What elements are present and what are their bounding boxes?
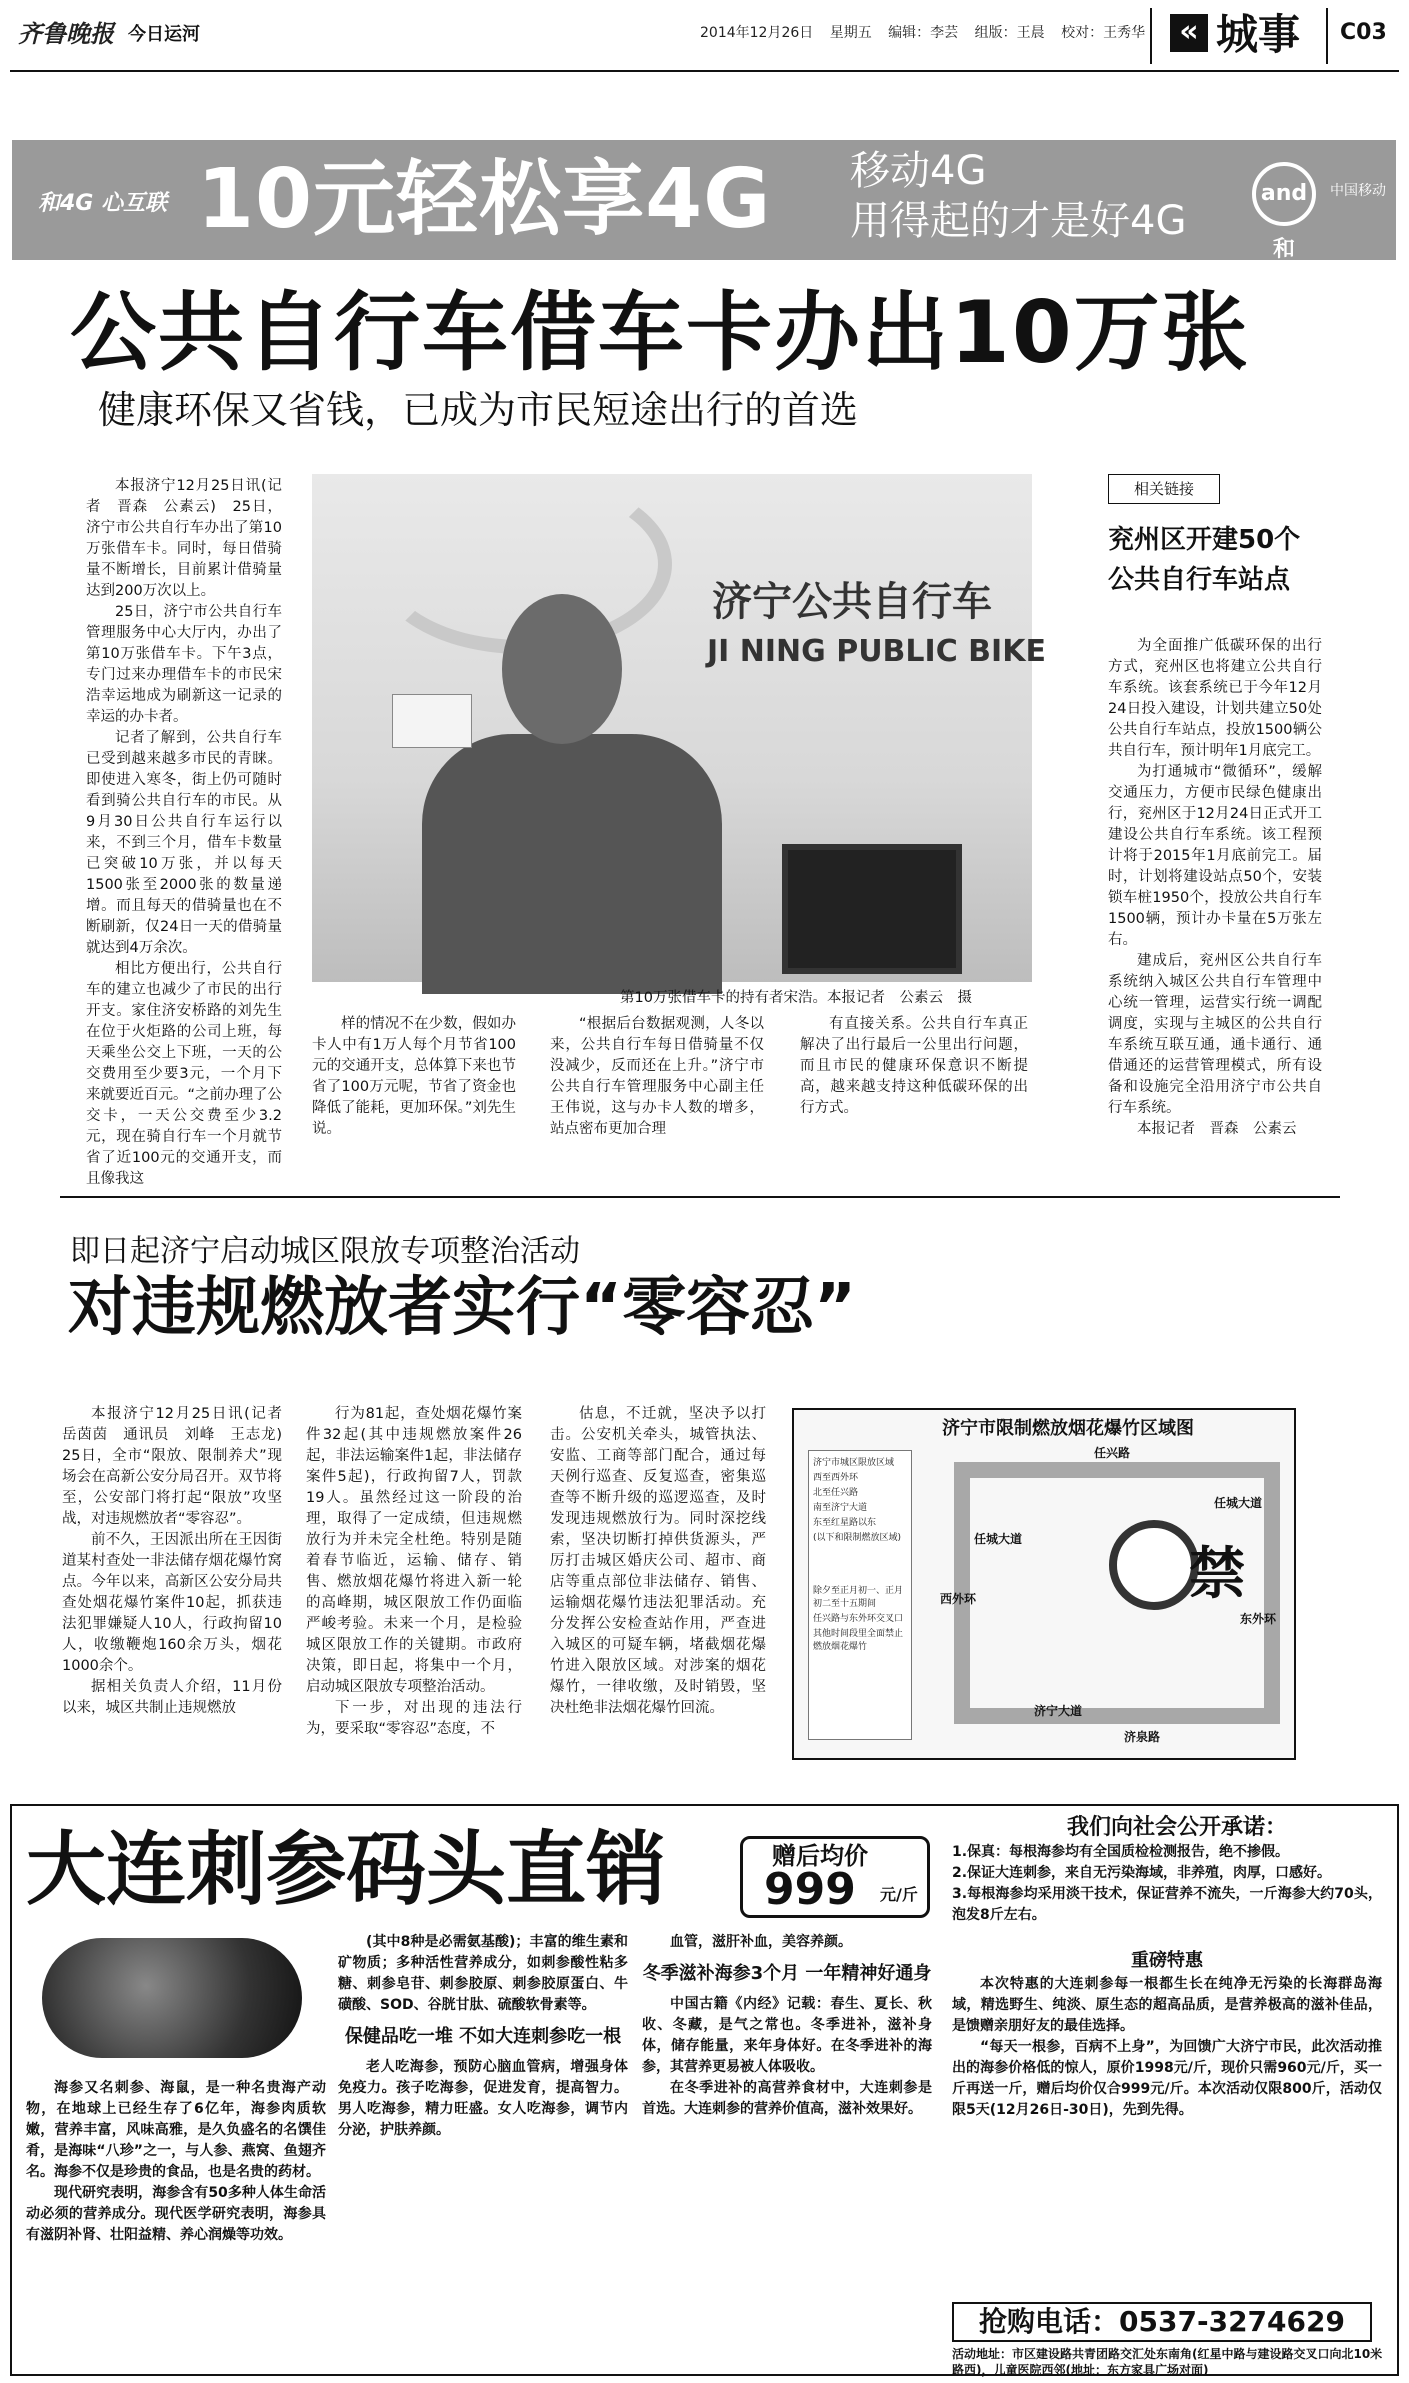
paragraph: 现代研究表明，海参含有50多种人体生命活动必须的营养成分。现代医学研究表明，海参具有滋阴补肾、壮阳益精、养心润燥等功效。	[26, 2185, 326, 2243]
map-title: 济宁市限制燃放烟花爆竹区域图	[942, 1418, 1194, 1439]
paragraph: 样的情况不在少数，假如办卡人中有1万人每个月节省100元的交通开支，总体算下来也节省了100万元呢，节省了资金也降低了能耗，更加环保。”刘先生说。	[312, 1016, 516, 1137]
section-name: 城事	[1216, 10, 1301, 59]
article2-col1	[62, 1404, 297, 1780]
chevron-left-icon: «	[1170, 14, 1208, 52]
paragraph: 本次特惠的大连刺参每一根都生长在纯净无污染的长海群岛海域，精选野生、纯淡、原生态的超高品质，是营养极高的滋补佳品，是馈赠亲朋好友的最佳选择。	[952, 1976, 1382, 2034]
promise-item: 2.保证大连刺参，来自无污染海域，非养殖，肉厚，口感好。	[952, 1865, 1332, 1881]
ad2-col3-heading: 冬季滋补海参3个月 一年精神好通身	[642, 1963, 932, 1984]
price-label: 赠后均价	[772, 1842, 868, 1870]
divider	[10, 70, 1399, 72]
paragraph: (其中8种是必需氨基酸)；丰富的维生素和矿物质；多种活性营养成分，如刺参酸性粘多糖、刺参皂苷、刺参胶原、刺参胶原蛋白、牛磺酸、SOD、谷胱甘肽、硫酸软骨素等。	[338, 1934, 628, 2013]
related-link-tag: 相关链接	[1108, 474, 1220, 504]
photo-wall-text-en: JI NING PUBLIC BIKE	[707, 634, 1046, 669]
masthead	[0, 0, 1409, 80]
ad2-col3	[642, 1932, 932, 2372]
article1-col4	[800, 1014, 1028, 1164]
paragraph: 据相关负责人介绍，11月份以来，城区共制止违规燃放	[62, 1679, 282, 1716]
legend-item: (以下和限制燃放区域)	[813, 1533, 902, 1543]
road-label-west: 西外环	[940, 1592, 977, 1606]
issue-weekday: 星期五	[829, 25, 872, 41]
ad2-col2	[338, 1932, 628, 2372]
price-unit: 元/斤	[880, 1885, 918, 1904]
paragraph: 行为81起，查处烟花爆竹案件32起(其中违规燃放案件26起，非法运输案件1起，非法储存案件5起)，行政拘留7人，罚款19人。虽然经过这一阶段的治理，取得了一定成绩，但违规燃放行为并未完全杜绝。特别是随着春节临近，运输、储存、销售、燃放烟花爆竹将进入新一轮的高峰期，城区限放工作仍面临严峻考验。未来一个月，是检验城区限放工作的关键期。市政府决策，即日起，将集中一个月，启动城区限放专项整治活动。	[306, 1406, 522, 1695]
bike-card	[392, 694, 472, 748]
article1-col2	[312, 1014, 516, 1164]
ad2-col2-heading: 保健品吃一堆 不如大连刺参吃一根	[344, 2026, 622, 2047]
no-fireworks-icon	[1109, 1520, 1199, 1610]
price-value: 999	[764, 1864, 856, 1915]
ad-headline: 10元轻松享4G	[197, 152, 772, 247]
paragraph: 记者了解到，公共自行车已受到越来越多市民的青睐。即使进入寒冬，街上仍可随时看到骑公共自行车的市民。从9月30日公共自行车运行以来，不到三个月，借车卡数量已突破10万张，并以每天1500张至2000张的数量递增。而且每天的借骑量也在不断刷新，仅24日一天的借骑量就达到4万余次。	[86, 730, 282, 956]
promise-item: 1.保真：每根海参均有全国质检检测报告，绝不掺假。	[952, 1844, 1290, 1860]
and-logo-icon: and和	[1252, 162, 1316, 226]
legend-item: 除夕至正月初一、正月初二至十五期间	[813, 1586, 904, 1609]
sidebar-title	[1108, 520, 1300, 600]
sea-cucumber-image	[42, 1938, 302, 2058]
paragraph: 25日，济宁市公共自行车管理服务中心大厅内，办出了第10万张借车卡。下午3点，专门过来办理借车卡的市民宋浩幸运地成为刷新这一记录的幸运的办卡者。	[86, 604, 282, 725]
article1-title: 公共自行车借车卡办出10万张	[70, 283, 1250, 383]
person-figure	[422, 734, 722, 994]
paragraph: 本报济宁12月25日讯(记者 岳茵茵 通讯员 刘峰 王志龙) 25日，全市“限放、限制养犬”现场会在高新公安分局召开。双节将至，公安部门将打起“限放”攻坚战，对违规燃放者“零容忍”。	[62, 1406, 297, 1527]
article2-col3	[550, 1404, 766, 1780]
paragraph: 建成后，兖州区公共自行车系统纳入城区公共自行车管理中心统一管理，运营实行统一调配调度，实现与主城区的公共自行车系统互联互通，通卡通行、通借通还的运营管理模式，所有设备和设施完全沿用济宁市公共自行车系统。	[1108, 953, 1322, 1116]
page-number: C03	[1340, 20, 1387, 45]
ad2-address: 活动地址：市区建设路共青团路交汇处东南角(红星中路与建设路交叉口向北10米路西)，儿童医院西邻(地址：东方家具广场对面)	[952, 2347, 1383, 2377]
layout-credit: 组版：王晨	[974, 25, 1045, 41]
ad-sea-cucumber	[10, 1804, 1399, 2376]
paragraph: 有直接关系。公共自行车真正解决了出行最后一公里出行问题，而且市民的健康环保意识不断提高，越来越支持这种低碳环保的出行方式。	[800, 1016, 1028, 1116]
hotline: 抢购电话：0537-3274629	[952, 2302, 1372, 2342]
map-legend	[808, 1450, 912, 1740]
paragraph: 本报济宁12月25日讯(记者 晋森 公素云) 25日，济宁市公共自行车办出了第10万张借车卡。同时，每日借骑量不断增长，目前累计借骑量达到200万次以上。	[86, 478, 282, 599]
paragraph: 相比方便出行，公共自行车的建立也减少了市民的出行开支。家住济安桥路的刘先生在位于火炬路的公司上班，每天乘坐公交上下班，一天的公交费用至少要3元，一个月下来就要近百元。“之前办理了公交卡，一天公交费至少3.2元，现在骑自行车一个月就节省了近100元的交通开支，而且像我这	[86, 961, 283, 1187]
divider	[60, 1196, 1340, 1198]
legend-item: 东至红星路以东	[813, 1518, 877, 1528]
road-label-bottom2: 济泉路	[1124, 1730, 1161, 1744]
ad-slogan-line2: 用得起的才是好4G	[850, 198, 1187, 244]
legend-item: 任兴路与东外环交叉口	[813, 1614, 904, 1624]
column-tag: 今日运河	[128, 24, 200, 45]
restriction-map	[792, 1408, 1296, 1760]
china-mobile-logo: 中国移动	[1330, 183, 1386, 199]
article1-photo	[312, 474, 1046, 982]
legend-item: 南至济宁大道	[813, 1503, 868, 1513]
road-label-right: 任城大道	[1214, 1496, 1263, 1510]
photo-caption: 第10万张借车卡的持有者宋浩。本报记者 公素云 摄	[620, 990, 972, 1006]
photo-wall-text: 济宁公共自行车	[712, 579, 992, 625]
monitor	[782, 844, 962, 974]
road-label-top: 任兴路	[1094, 1446, 1131, 1460]
road-label-left: 任城大道	[974, 1532, 1023, 1546]
ad-banner-4g	[12, 140, 1396, 260]
paragraph: 海参又名刺参、海鼠，是一种名贵海产动物，在地球上已经生存了6亿年，海参肉质软嫩，营养丰富，风味高雅，是久负盛名的名馔佳肴，是海味“八珍”之一，与人参、燕窝、鱼翅齐名。海参不仅是珍贵的食品，也是名贵的药材。	[26, 2080, 326, 2180]
promise-title: 我们向社会公开承诺：	[1067, 1815, 1288, 1840]
paragraph: 血管，滋肝补血，美容养颜。	[670, 1934, 852, 1950]
legend-item: 北至任兴路	[813, 1488, 859, 1498]
paragraph: 在冬季进补的高营养食材中，大连刺参是首选。大连刺参的营养价值高，滋补效果好。	[642, 2080, 932, 2117]
byline: 本报记者 晋森 公素云	[1137, 1121, 1297, 1137]
road-label-bottom: 济宁大道	[1034, 1704, 1083, 1718]
editor-credit: 编辑：李芸	[888, 25, 959, 41]
issue-date: 2014年12月26日	[700, 25, 814, 41]
road-label-east: 东外环	[1240, 1612, 1277, 1626]
legend-item: 济宁市城区限放区域	[813, 1458, 895, 1468]
ad2-title: 大连刺参码头直销	[26, 1823, 666, 1916]
article1-subtitle: 健康环保又省钱，已成为市民短途出行的首选	[98, 388, 859, 432]
person-head	[502, 594, 622, 744]
sidebar-title-line1: 兖州区开建50个	[1108, 525, 1301, 555]
paragraph: 为打通城市“微循环”，缓解交通压力，方便市民绿色健康出行，兖州区于12月24日正式开工建设公共自行车系统。该工程预计将于2015年1月底前完工。届时，计划将建设站点50个，安装锁车桩1950个，投放公共自行车1500辆，预计办卡量在5万张左右。	[1108, 764, 1322, 948]
paragraph: 估息，不迁就，坚决予以打击。公安机关牵头，城管执法、安监、工商等部门配合，通过每天例行巡查、反复巡查，密集巡查等不断升级的巡逻巡查，及时发现违规燃放行为。同时深挖线索，坚决切断打掉供货源头，严厉打击城区婚庆公司、超市、商店等重点部位非法储存、销售、运输烟花爆竹违法犯罪活动。充分发挥公安检查站作用，严查进入城区的可疑车辆，堵截烟花爆竹进入限放区域。对涉案的烟花爆竹，一律收缴，及时销毁，坚决杜绝非法烟花爆竹回流。	[550, 1406, 766, 1716]
paragraph: 中国古籍《内经》记载：春生、夏长、秋收、冬藏，是气之常也。冬季进补，滋补身体，储存能量，来年身体好。在冬季进补的海参，其营养更易被人体吸收。	[642, 1996, 932, 2075]
ban-character: 禁	[1189, 1542, 1245, 1607]
paragraph: 下一步，对出现的违法行为，要采取“零容忍”态度，不	[306, 1700, 522, 1737]
promise-text	[952, 1974, 1382, 2294]
sidebar-body	[1108, 636, 1322, 1176]
promise-item: 3.每根海参均采用淡干技术，保证营养不流失，一斤海参大约70头，泡发8斤左右。	[952, 1886, 1382, 1923]
article2-kicker: 即日起济宁启动城区限放专项整治活动	[70, 1234, 580, 1269]
paragraph: 老人吃海参，预防心脑血管病，增强身体免疫力。孩子吃海参，促进发育，提高智力。男人吃海参，精力旺盛。女人吃海参，调节内分泌，护肤养颜。	[338, 2059, 628, 2138]
legend-item: 其他时间段里全面禁止燃放烟花爆竹	[813, 1629, 904, 1652]
paragraph: “每天一根参，百病不上身”，为回馈广大济宁市民，此次活动推出的海参价格低的惊人，原价1998元/斤，现价只需960元/斤，买一斤再送一斤，赠后均价仅合999元/斤。本次活动仅限800斤，活动仅限5天(12月26日-30日)，先到先得。	[952, 2039, 1382, 2118]
legend-item: 西至西外环	[813, 1473, 859, 1483]
paragraph: “根据后台数据观测，人冬以来，公共自行车每日借骑量不仅没减少，反而还在上升。”济宁市公共自行车管理服务中心副主任王伟说，这与办卡人数的增多，站点密布更加合理	[550, 1016, 764, 1137]
ad-left-brand: 和4G 心互联	[38, 191, 168, 216]
paragraph: 为全面推广低碳环保的出行方式，兖州区也将建立公共自行车系统。该套系统已于今年12月24日投入建设，计划共建立50处公共自行车站点，投放1500辆公共自行车，预计明年1月底完工。	[1108, 638, 1322, 759]
ad-slogan-line1: 移动4G	[850, 148, 987, 194]
newspaper-brand: 齐鲁晚报	[18, 19, 114, 48]
promise-list	[952, 1842, 1382, 1942]
article1-col1	[86, 476, 283, 1187]
promise-sub-heading: 重磅特惠	[1131, 1950, 1203, 1971]
ad2-col1	[26, 2078, 326, 2368]
sidebar-title-line2: 公共自行车站点	[1108, 565, 1291, 595]
proofread-credit: 校对：王秀华	[1061, 25, 1146, 41]
paragraph: 前不久，王因派出所在王因街道某村查处一非法储存烟花爆竹窝点。今年以来，高新区公安分局共查处烟花爆竹案件10起，抓获违法犯罪嫌疑人10人，行政拘留10人，收缴鞭炮160余万头，烟花1000余个。	[62, 1532, 282, 1674]
article2-col2	[306, 1404, 522, 1780]
article1-col3	[550, 1014, 764, 1164]
article2-title: 对违规燃放者实行“零容忍”	[68, 1271, 857, 1345]
issue-info	[700, 22, 1157, 42]
